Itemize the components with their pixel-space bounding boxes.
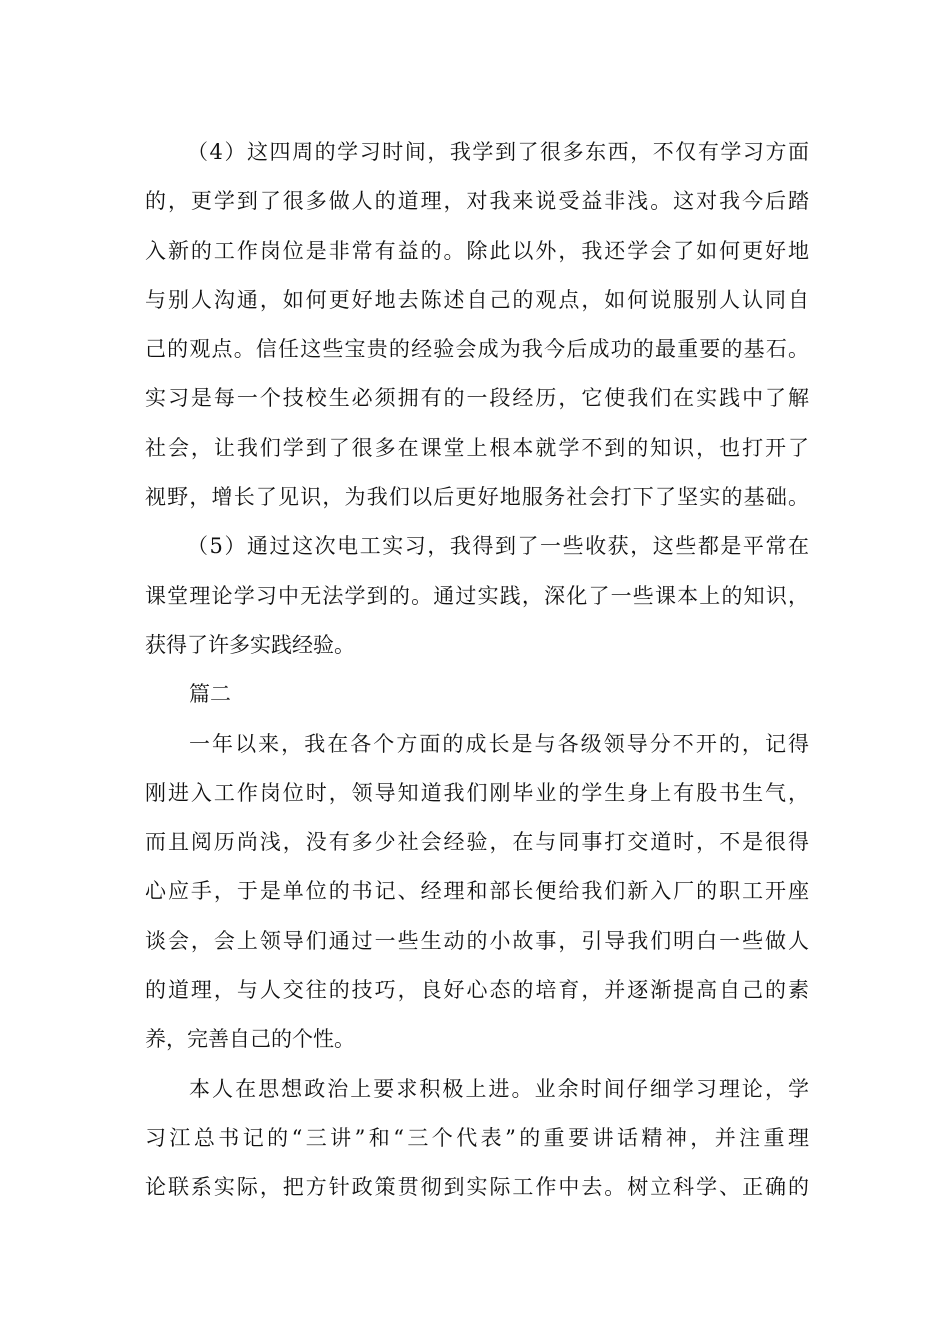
text-line: 的道理，与人交往的技巧，良好心态的培育，并逐渐提高自己的素 [145,978,809,1003]
text-line: 视野，增长了见识，为我们以后更好地服务社会打下了坚实的基础。 [145,485,809,510]
paragraph-7 [145,1065,809,1213]
text-line: 习江总书记的“三讲”和“三个代表”的重要讲话精神，并注重理 [145,1125,809,1150]
text-line: 而且阅历尚浅，没有多少社会经验，在与同事打交道时，不是很得 [145,830,809,855]
text-line: （5）通过这次电工实习，我得到了一些收获，这些都是平常在 [187,534,809,559]
text-line: 的，更学到了很多做人的道理，对我来说受益非浅。这对我今后踏 [145,189,809,214]
text-line: 与别人沟通，如何更好地去陈述自己的观点，如何说服别人认同自 [145,287,809,312]
paragraph-5 [145,522,809,670]
text-line: 谈会，会上领导们通过一些生动的小故事，引导我们明白一些做人 [145,928,809,953]
section-title: 篇二 [189,682,231,707]
text-line: 实习是每一个技校生必须拥有的一段经历，它使我们在实践中了解 [145,386,809,411]
text-line: 己的观点。信任这些宝贵的经验会成为我今后成功的最重要的基石。 [145,337,809,362]
text-line: 社会，让我们学到了很多在课堂上根本就学不到的知识，也打开了 [145,435,809,460]
text-line: 论联系实际，把方针政策贯彻到实际工作中去。树立科学、正确的 [145,1175,809,1200]
text-line: 一年以来，我在各个方面的成长是与各级领导分不开的，记得 [189,731,809,756]
text-line: 获得了许多实践经验。 [145,632,355,657]
text-line: 入新的工作岗位是非常有益的。除此以外，我还学会了如何更好地 [145,238,809,263]
text-line: 养，完善自己的个性。 [145,1027,355,1052]
text-line: 课堂理论学习中无法学到的。通过实践，深化了一些课本上的知识， [145,583,809,608]
paragraph-6 [145,720,809,1065]
document-page [145,128,809,1213]
text-line: （4）这四周的学习时间，我学到了很多东西，不仅有学习方面 [187,140,809,164]
text-line: 刚进入工作岗位时，领导知道我们刚毕业的学生身上有股书生气， [145,780,809,805]
paragraph-4 [145,128,809,522]
text-line: 本人在思想政治上要求积极上进。业余时间仔细学习理论，学 [189,1076,809,1101]
text-line: 心应手，于是单位的书记、经理和部长便给我们新入厂的职工开座 [145,879,809,904]
